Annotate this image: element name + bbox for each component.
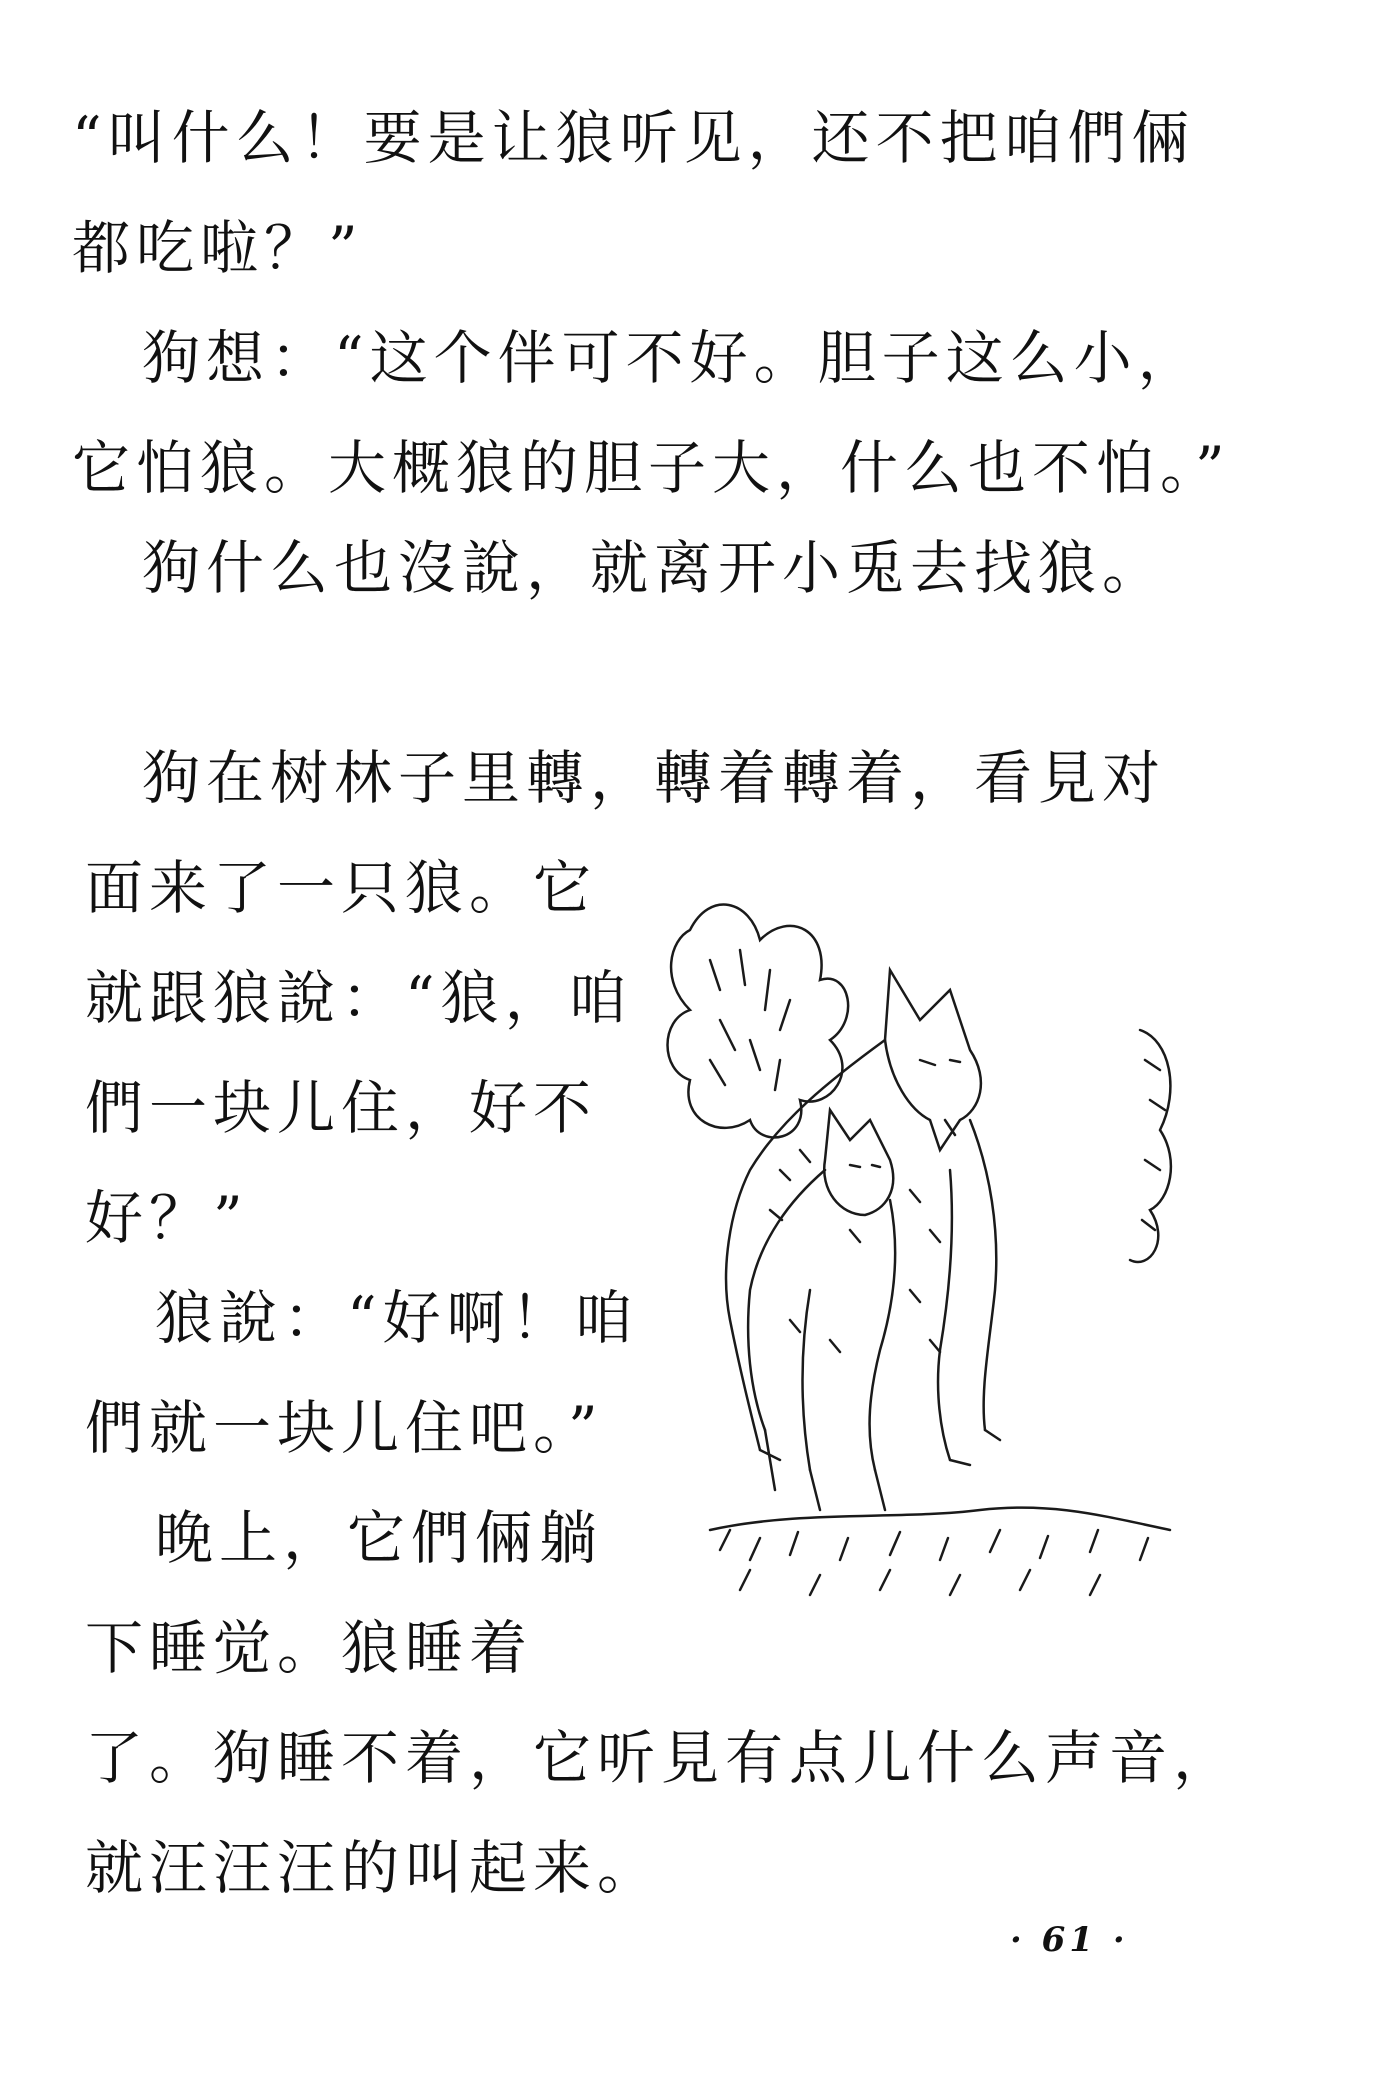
text-line-16: 就汪汪汪的叫起来。 — [85, 1834, 662, 1902]
text-line-11: 狼說：“好啊！咱 — [155, 1284, 639, 1352]
text-line-13: 晚上，它們倆躺 — [155, 1504, 604, 1572]
text-line-12: 們就一块儿住吧。” — [85, 1394, 604, 1462]
text-line-10: 好？” — [85, 1184, 249, 1252]
text-line-9: 們一块儿住，好不 — [85, 1074, 598, 1142]
text-line-15: 了。狗睡不着，它听見有点儿什么声音， — [85, 1724, 1238, 1792]
text-line-1: “叫什么！要是让狼听见，还不把咱們倆 — [72, 104, 1196, 172]
text-line-4: 它怕狼。大概狼的胆子大，什么也不怕。” — [72, 434, 1231, 502]
text-line-14: 下睡觉。狼睡着 — [85, 1614, 534, 1682]
wolf-and-dog-illustration — [650, 870, 1210, 1670]
text-line-5: 狗什么也沒說，就离开小兎去找狼。 — [142, 534, 1167, 602]
text-line-2: 都吃啦？” — [72, 214, 364, 282]
text-line-3: 狗想：“这个伴可不好。胆子这么小， — [142, 324, 1202, 392]
page-number: · 61 · — [1010, 1920, 1129, 1960]
text-line-7: 面来了一只狼。它 — [85, 854, 598, 922]
text-line-8: 就跟狼說：“狼，咱 — [85, 964, 633, 1032]
text-line-6: 狗在树林子里轉，轉着轉着，看見对 — [142, 744, 1167, 812]
